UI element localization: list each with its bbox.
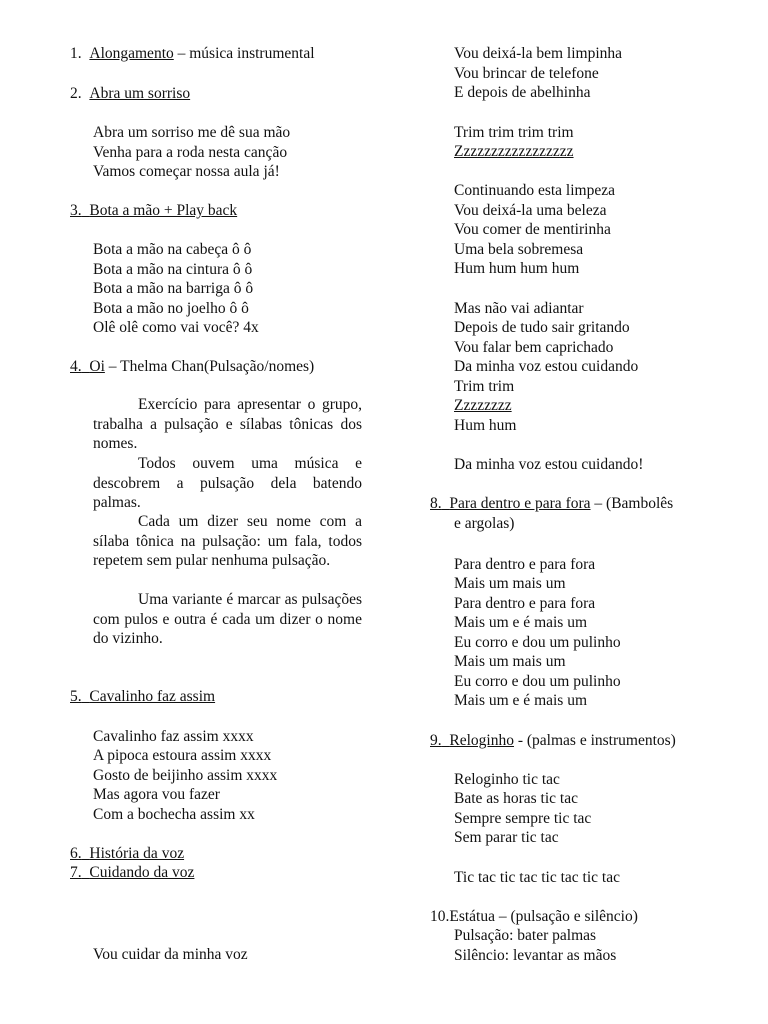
section-3-heading (70, 201, 237, 220)
section-title: Abra um sorriso (89, 85, 191, 102)
section-title: História da voz (89, 845, 185, 862)
section-7-heading (70, 863, 194, 882)
lyric-line: Bota a mão na barriga ô ô (93, 280, 254, 297)
section-subtitle-cont: e argolas) (454, 515, 515, 532)
lyric-line: Vou deixá-la uma beleza (454, 202, 607, 219)
lyric-line: Mas não vai adiantar (454, 300, 584, 317)
lyric-line: Vou deixá-la bem limpinha (454, 45, 623, 62)
lyric-line: Zzzzzzzzzzzzzzzzz (454, 143, 574, 160)
lyric-line: Tic tac tic tac tic tac tic tac (454, 869, 620, 886)
lyric-line: Abra um sorriso me dê sua mão (93, 124, 291, 141)
lyric-line: Depois de tudo sair gritando (454, 319, 630, 336)
section-number: 1. (70, 45, 82, 62)
lyric-line: Mais um e é mais um (454, 692, 588, 709)
lyric-line: Zzzzzzzz (454, 397, 512, 414)
section-5-heading (70, 687, 215, 706)
lyric-line: Sem parar tic tac (454, 829, 559, 846)
lyric-line: Mais um e é mais um (454, 614, 588, 631)
lyric-line: Hum hum (454, 417, 517, 434)
section-1-heading (70, 44, 315, 63)
section-number: 6. (70, 845, 82, 862)
lyric-line: Para dentro e para fora (454, 556, 596, 573)
lyric-line: Pulsação: bater palmas (454, 927, 597, 944)
section-title: Cavalinho faz assim (89, 688, 216, 705)
lyric-line: Uma bela sobremesa (454, 241, 584, 258)
section-number: 9. (430, 732, 442, 749)
section-number: 5. (70, 688, 82, 705)
section-number: 7. (70, 864, 82, 881)
lyric-line: Reloginho tic tac (454, 771, 560, 788)
lyric-line: Sempre sempre tic tac (454, 810, 592, 827)
lyric-line: Venha para a roda nesta canção (93, 144, 288, 161)
section-title: Estátua – (pulsação e silêncio) (449, 908, 638, 925)
lyric-line: Bota a mão no joelho ô ô (93, 300, 249, 317)
lyric-line: Trim trim (454, 378, 515, 395)
lyric-line: A pipoca estoura assim xxxx (93, 747, 272, 764)
section-subtitle: – Thelma Chan(Pulsação/nomes) (104, 358, 315, 375)
lyric-line: E depois de abelhinha (454, 84, 591, 101)
lyric-line: Gosto de beijinho assim xxxx (93, 767, 278, 784)
section-6-heading (70, 844, 184, 863)
section-title: Bota a mão + Play back (89, 202, 238, 219)
paragraph: Uma variante é marcar as pulsações com pulos e outra é cada um dizer o nome do vizinho. (93, 591, 362, 648)
lyric-line: Continuando esta limpeza (454, 182, 615, 199)
paragraph: Todos ouvem uma música e descobrem a pulsação dela batendo palmas. (93, 455, 362, 512)
section-title: Cuidando da voz (89, 864, 195, 881)
section-subtitle: – música instrumental (173, 45, 315, 62)
lyric-line: Da minha voz estou cuidando (454, 358, 639, 375)
section-number: 10. (430, 908, 450, 925)
lyric-line: Com a bochecha assim xx (93, 806, 255, 823)
section-number: 4. (70, 358, 82, 375)
lyric-line: Olê olê como vai você? 4x (93, 319, 259, 336)
lyric-line: Bota a mão na cabeça ô ô (93, 241, 252, 258)
section-title: Reloginho (449, 732, 514, 749)
section-title: Para dentro e para fora (449, 495, 591, 512)
lyric-line: Vou cuidar da minha voz (93, 946, 248, 963)
lyric-line: Bate as horas tic tac (454, 790, 578, 807)
paragraph: Cada um dizer seu nome com a sílaba tônica na pulsação: um fala, todos repetem sem pular nenhuma pulsação. (93, 513, 362, 570)
section-subtitle: – (Bambolês (590, 495, 674, 512)
lyric-line: Da minha voz estou cuidando! (454, 456, 644, 473)
lyric-line: Mais um mais um (454, 653, 566, 670)
section-8-heading (430, 494, 673, 513)
section-10-heading (430, 907, 638, 926)
lyric-line: Bota a mão na cintura ô ô (93, 261, 253, 278)
lyric-line: Eu corro e dou um pulinho (454, 673, 621, 690)
section-number: 2. (70, 85, 82, 102)
section-number: 8. (430, 495, 442, 512)
section-title: Oi (89, 358, 105, 375)
section-subtitle: - (palmas e instrumentos) (513, 732, 676, 749)
section-title: Alongamento (89, 45, 174, 62)
lyric-line: Cavalinho faz assim xxxx (93, 728, 254, 745)
lyric-line: Eu corro e dou um pulinho (454, 634, 621, 651)
lyric-line: Vou comer de mentirinha (454, 221, 611, 238)
lyric-line: Mais um mais um (454, 575, 566, 592)
lyric-line: Silêncio: levantar as mãos (454, 947, 617, 964)
lyric-line: Trim trim trim trim (454, 124, 574, 141)
section-9-heading (430, 731, 676, 750)
paragraph: Exercício para apresentar o grupo, trabalha a pulsação e sílabas tônicas dos nomes. (93, 396, 362, 453)
section-number: 3. (70, 202, 82, 219)
section-2-heading (70, 84, 190, 103)
lyric-line: Vou brincar de telefone (454, 65, 599, 82)
section-4-heading (70, 357, 314, 376)
lyric-line: Vou falar bem caprichado (454, 339, 614, 356)
lyric-line: Mas agora vou fazer (93, 786, 220, 803)
lyric-line: Hum hum hum hum (454, 260, 580, 277)
lyric-line: Para dentro e para fora (454, 595, 596, 612)
lyric-line: Vamos começar nossa aula já! (93, 163, 280, 180)
